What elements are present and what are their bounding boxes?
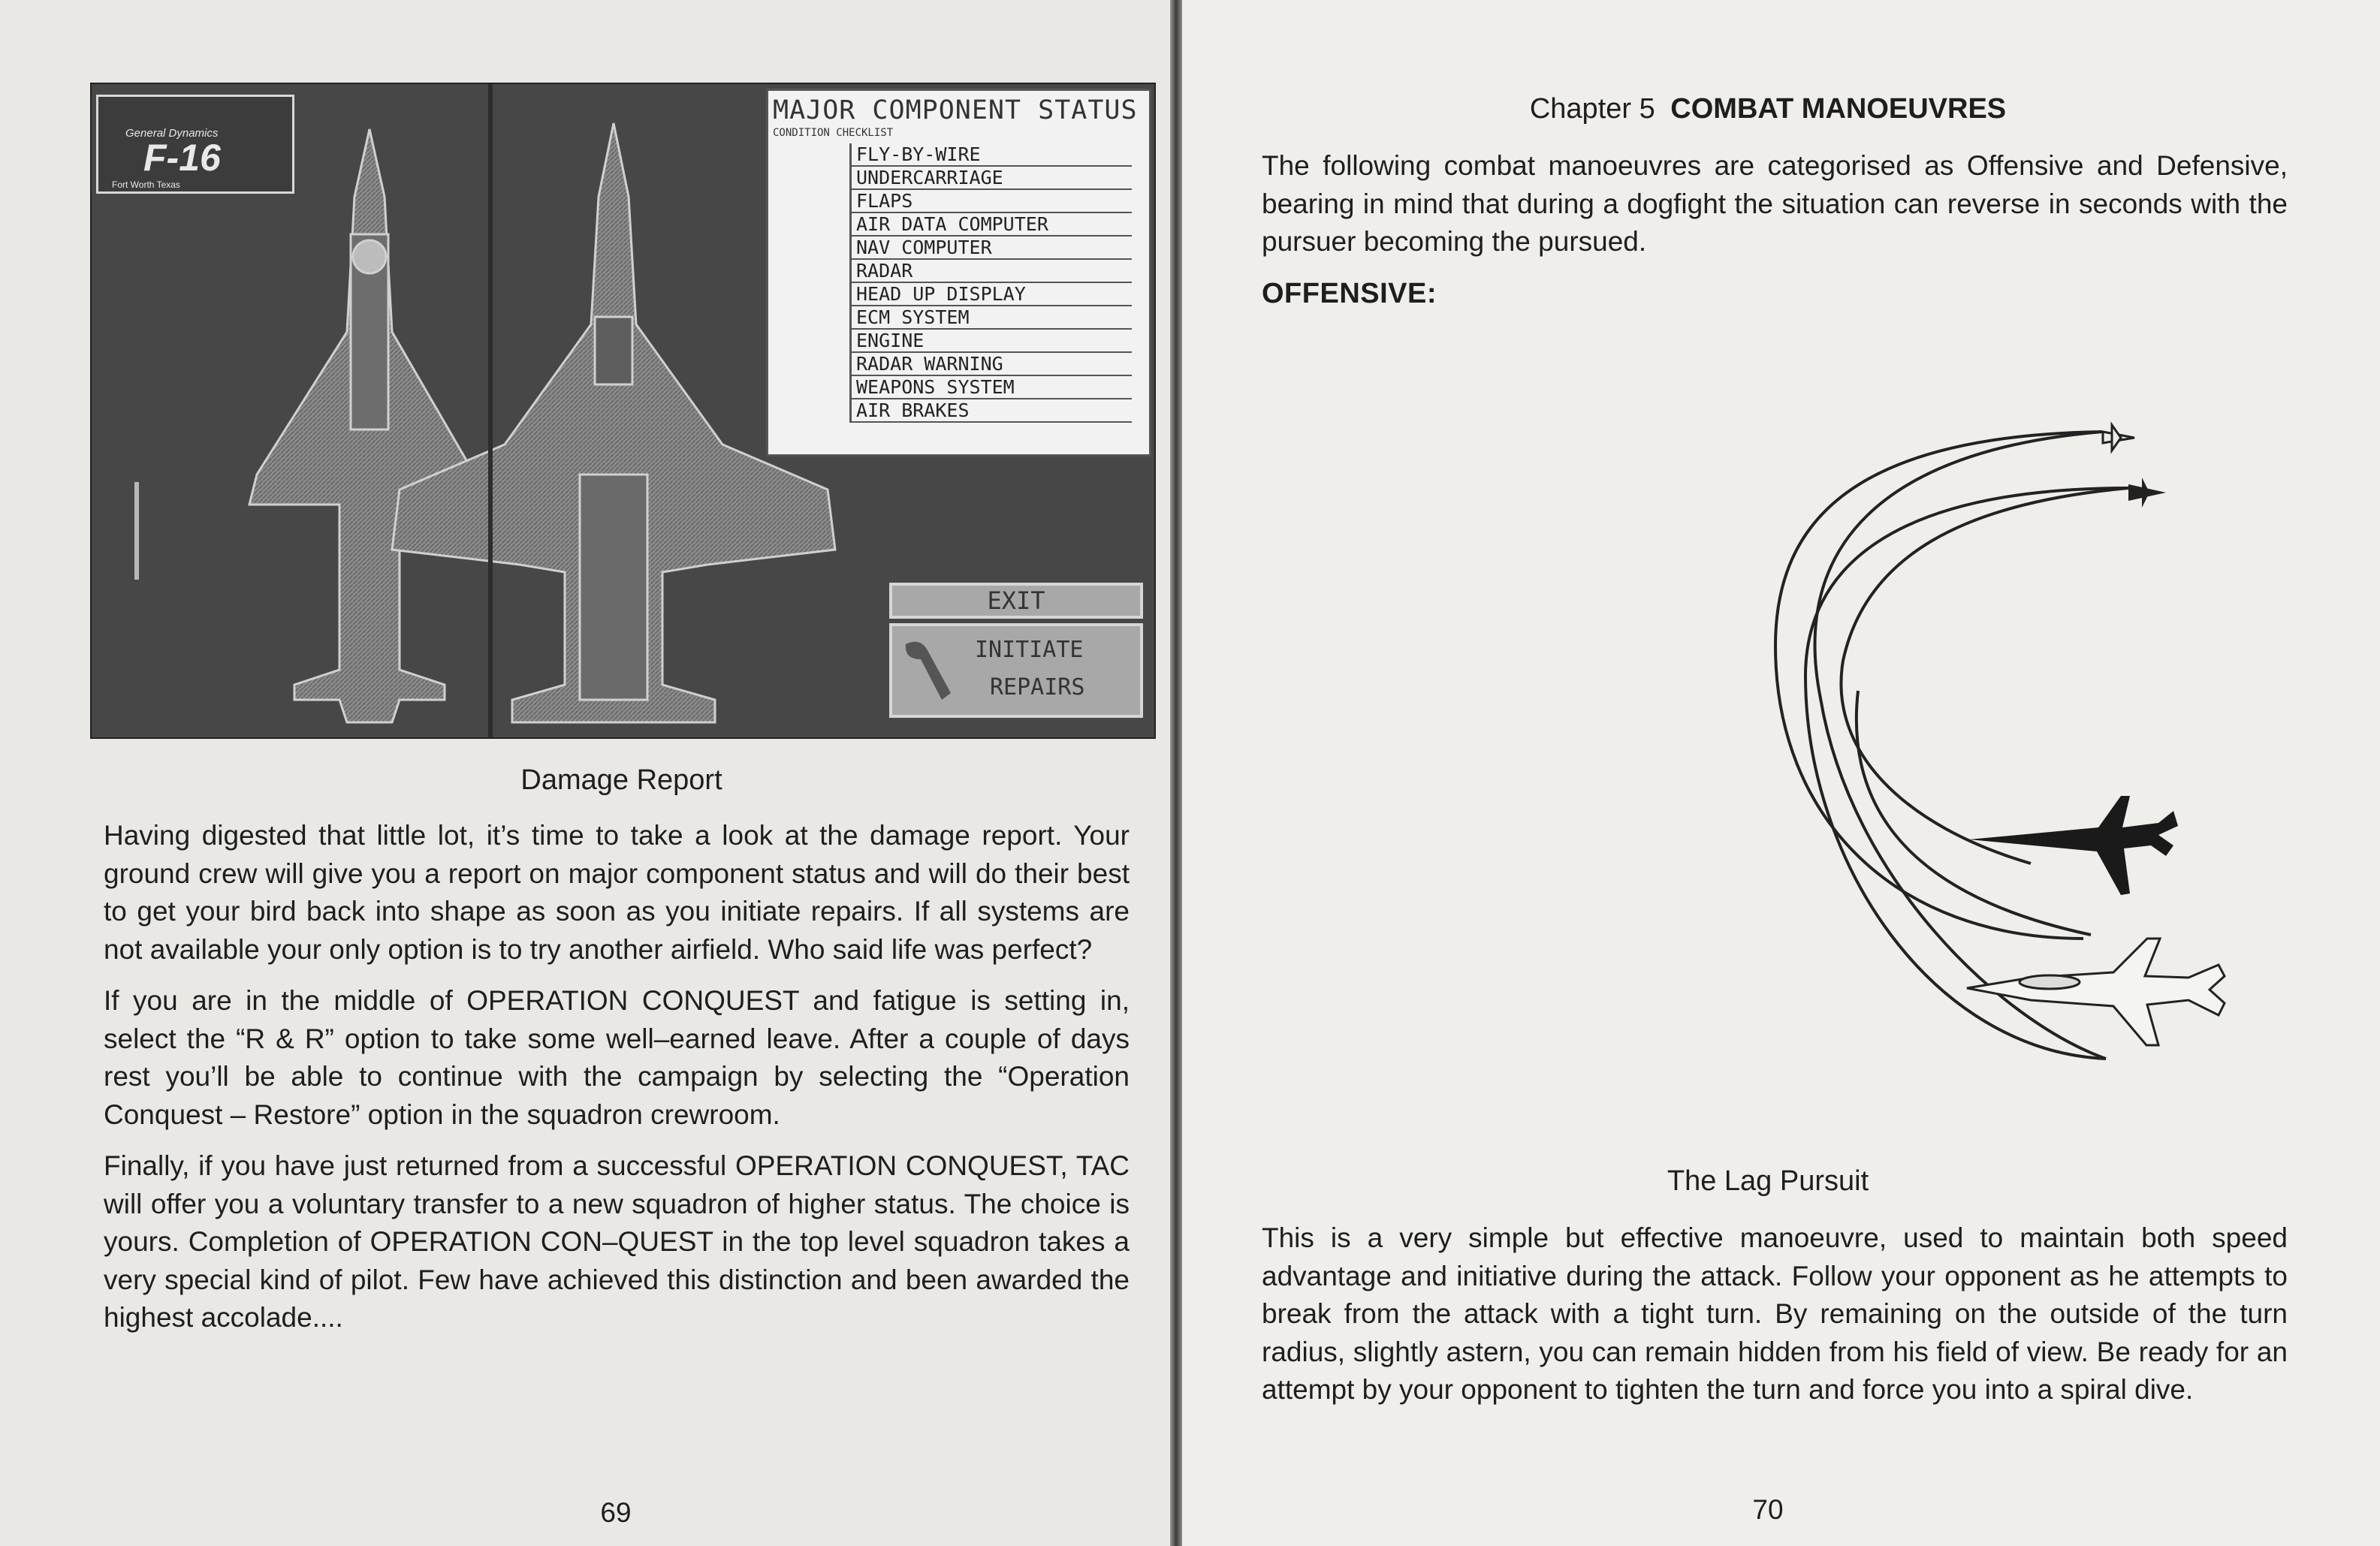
mid-jet-silhouette bbox=[1969, 796, 2178, 895]
badge-model: F-16 bbox=[143, 137, 221, 179]
paragraph: If you are in the middle of OPERATION CONQUEST and fatigue is setting in, select the “R & R” option to take some well–earned leave. After a couple of days rest you’ll be able to continue with the campaign by selecting the “Operation Conquest – Restore” option in the squadron crewroom. bbox=[104, 985, 1130, 1130]
chapter-label: Chapter 5 bbox=[1529, 93, 1655, 125]
figure-caption: Damage Report bbox=[520, 764, 722, 796]
page-number: 69 bbox=[600, 1497, 632, 1528]
component-item[interactable]: FLY-BY-WIRE bbox=[849, 143, 1132, 167]
exit-button[interactable]: EXIT bbox=[889, 583, 1143, 619]
intro-paragraph: The following combat manoeuvres are categorised as Offensive and Defensive, bearing in mind that during a dogfight the situation can reverse in seconds with the pursuer becoming the pursued. bbox=[1262, 150, 2288, 257]
distant-jet-2 bbox=[2128, 478, 2166, 508]
body-paragraph: This is a very simple but effective manoeuvre, used to maintain both speed advantage and initiative during the attack. Follow your opponent as he attempts to break from the attack with a tight turn. By remaining on the outside of the turn radius, slightly astern, you can remain hidden from his field of view. Be ready for an attempt by your opponent to tighten the turn and force you into a spiral dive. bbox=[1262, 1222, 2288, 1405]
component-item[interactable]: WEAPONS SYSTEM bbox=[849, 376, 1132, 399]
page-number: 70 bbox=[1752, 1494, 1784, 1525]
section-heading: OFFENSIVE: bbox=[1262, 278, 1437, 309]
initiate-repairs-button[interactable] bbox=[889, 623, 1143, 718]
panel-title: MAJOR COMPONENT STATUS bbox=[773, 95, 1138, 125]
left-page bbox=[0, 0, 1170, 1546]
component-status-panel bbox=[766, 89, 1151, 457]
near-jet-outline bbox=[1967, 939, 2225, 1045]
repairs-label-line1: INITIATE bbox=[975, 637, 1084, 663]
component-item[interactable]: ENGINE bbox=[849, 330, 1132, 353]
lag-pursuit-diagram bbox=[1182, 0, 2380, 1126]
jet-top-view bbox=[137, 129, 482, 722]
component-item[interactable]: RADAR WARNING bbox=[849, 353, 1132, 376]
component-list bbox=[849, 143, 1132, 423]
component-item[interactable]: AIR BRAKES bbox=[849, 399, 1132, 423]
badge-maker: General Dynamics bbox=[125, 127, 219, 140]
component-item[interactable]: AIR DATA COMPUTER bbox=[849, 213, 1132, 237]
book-spine bbox=[1170, 0, 1182, 1546]
right-page bbox=[1182, 0, 2380, 1546]
repairs-label-line2: REPAIRS bbox=[990, 674, 1085, 701]
f16-logo-badge bbox=[96, 95, 294, 194]
component-item[interactable]: ECM SYSTEM bbox=[849, 306, 1132, 330]
distant-jet-1 bbox=[2103, 425, 2134, 451]
view-divider bbox=[488, 84, 493, 737]
diagram-caption: The Lag Pursuit bbox=[1667, 1165, 1869, 1197]
component-item[interactable]: RADAR bbox=[849, 260, 1132, 283]
paragraph: Finally, if you have just returned from a successful OPERATION CONQUEST, TAC will offer you a voluntary transfer to a new squadron of higher status. The choice is yours. Completion of OPERATION CON–QUEST in the top level squadron takes a very special kind of pilot. Few have achieved this distinction and been awarded the highest accolade.... bbox=[104, 1150, 1130, 1333]
component-item[interactable]: FLAPS bbox=[849, 190, 1132, 213]
panel-subtitle: CONDITION CHECKLIST bbox=[773, 127, 894, 139]
badge-location: Fort Worth Texas bbox=[112, 179, 180, 190]
chapter-title: COMBAT MANOEUVRES bbox=[1670, 93, 2007, 125]
component-item[interactable]: NAV COMPUTER bbox=[849, 237, 1132, 260]
paragraph: Having digested that little lot, it’s time to take a look at the damage report. Your ground crew will give you a report on major component status and will do their best to get your bird back into shape as soon as you initiate repairs. If all systems are not available your only option is to try another airfield. Who said life was perfect? bbox=[104, 820, 1130, 965]
damage-report-screenshot bbox=[90, 83, 1156, 739]
wrench-icon bbox=[898, 637, 958, 704]
component-item[interactable]: HEAD UP DISPLAY bbox=[849, 283, 1132, 306]
component-item[interactable]: UNDERCARRIAGE bbox=[849, 167, 1132, 190]
body-text bbox=[104, 817, 1130, 1337]
